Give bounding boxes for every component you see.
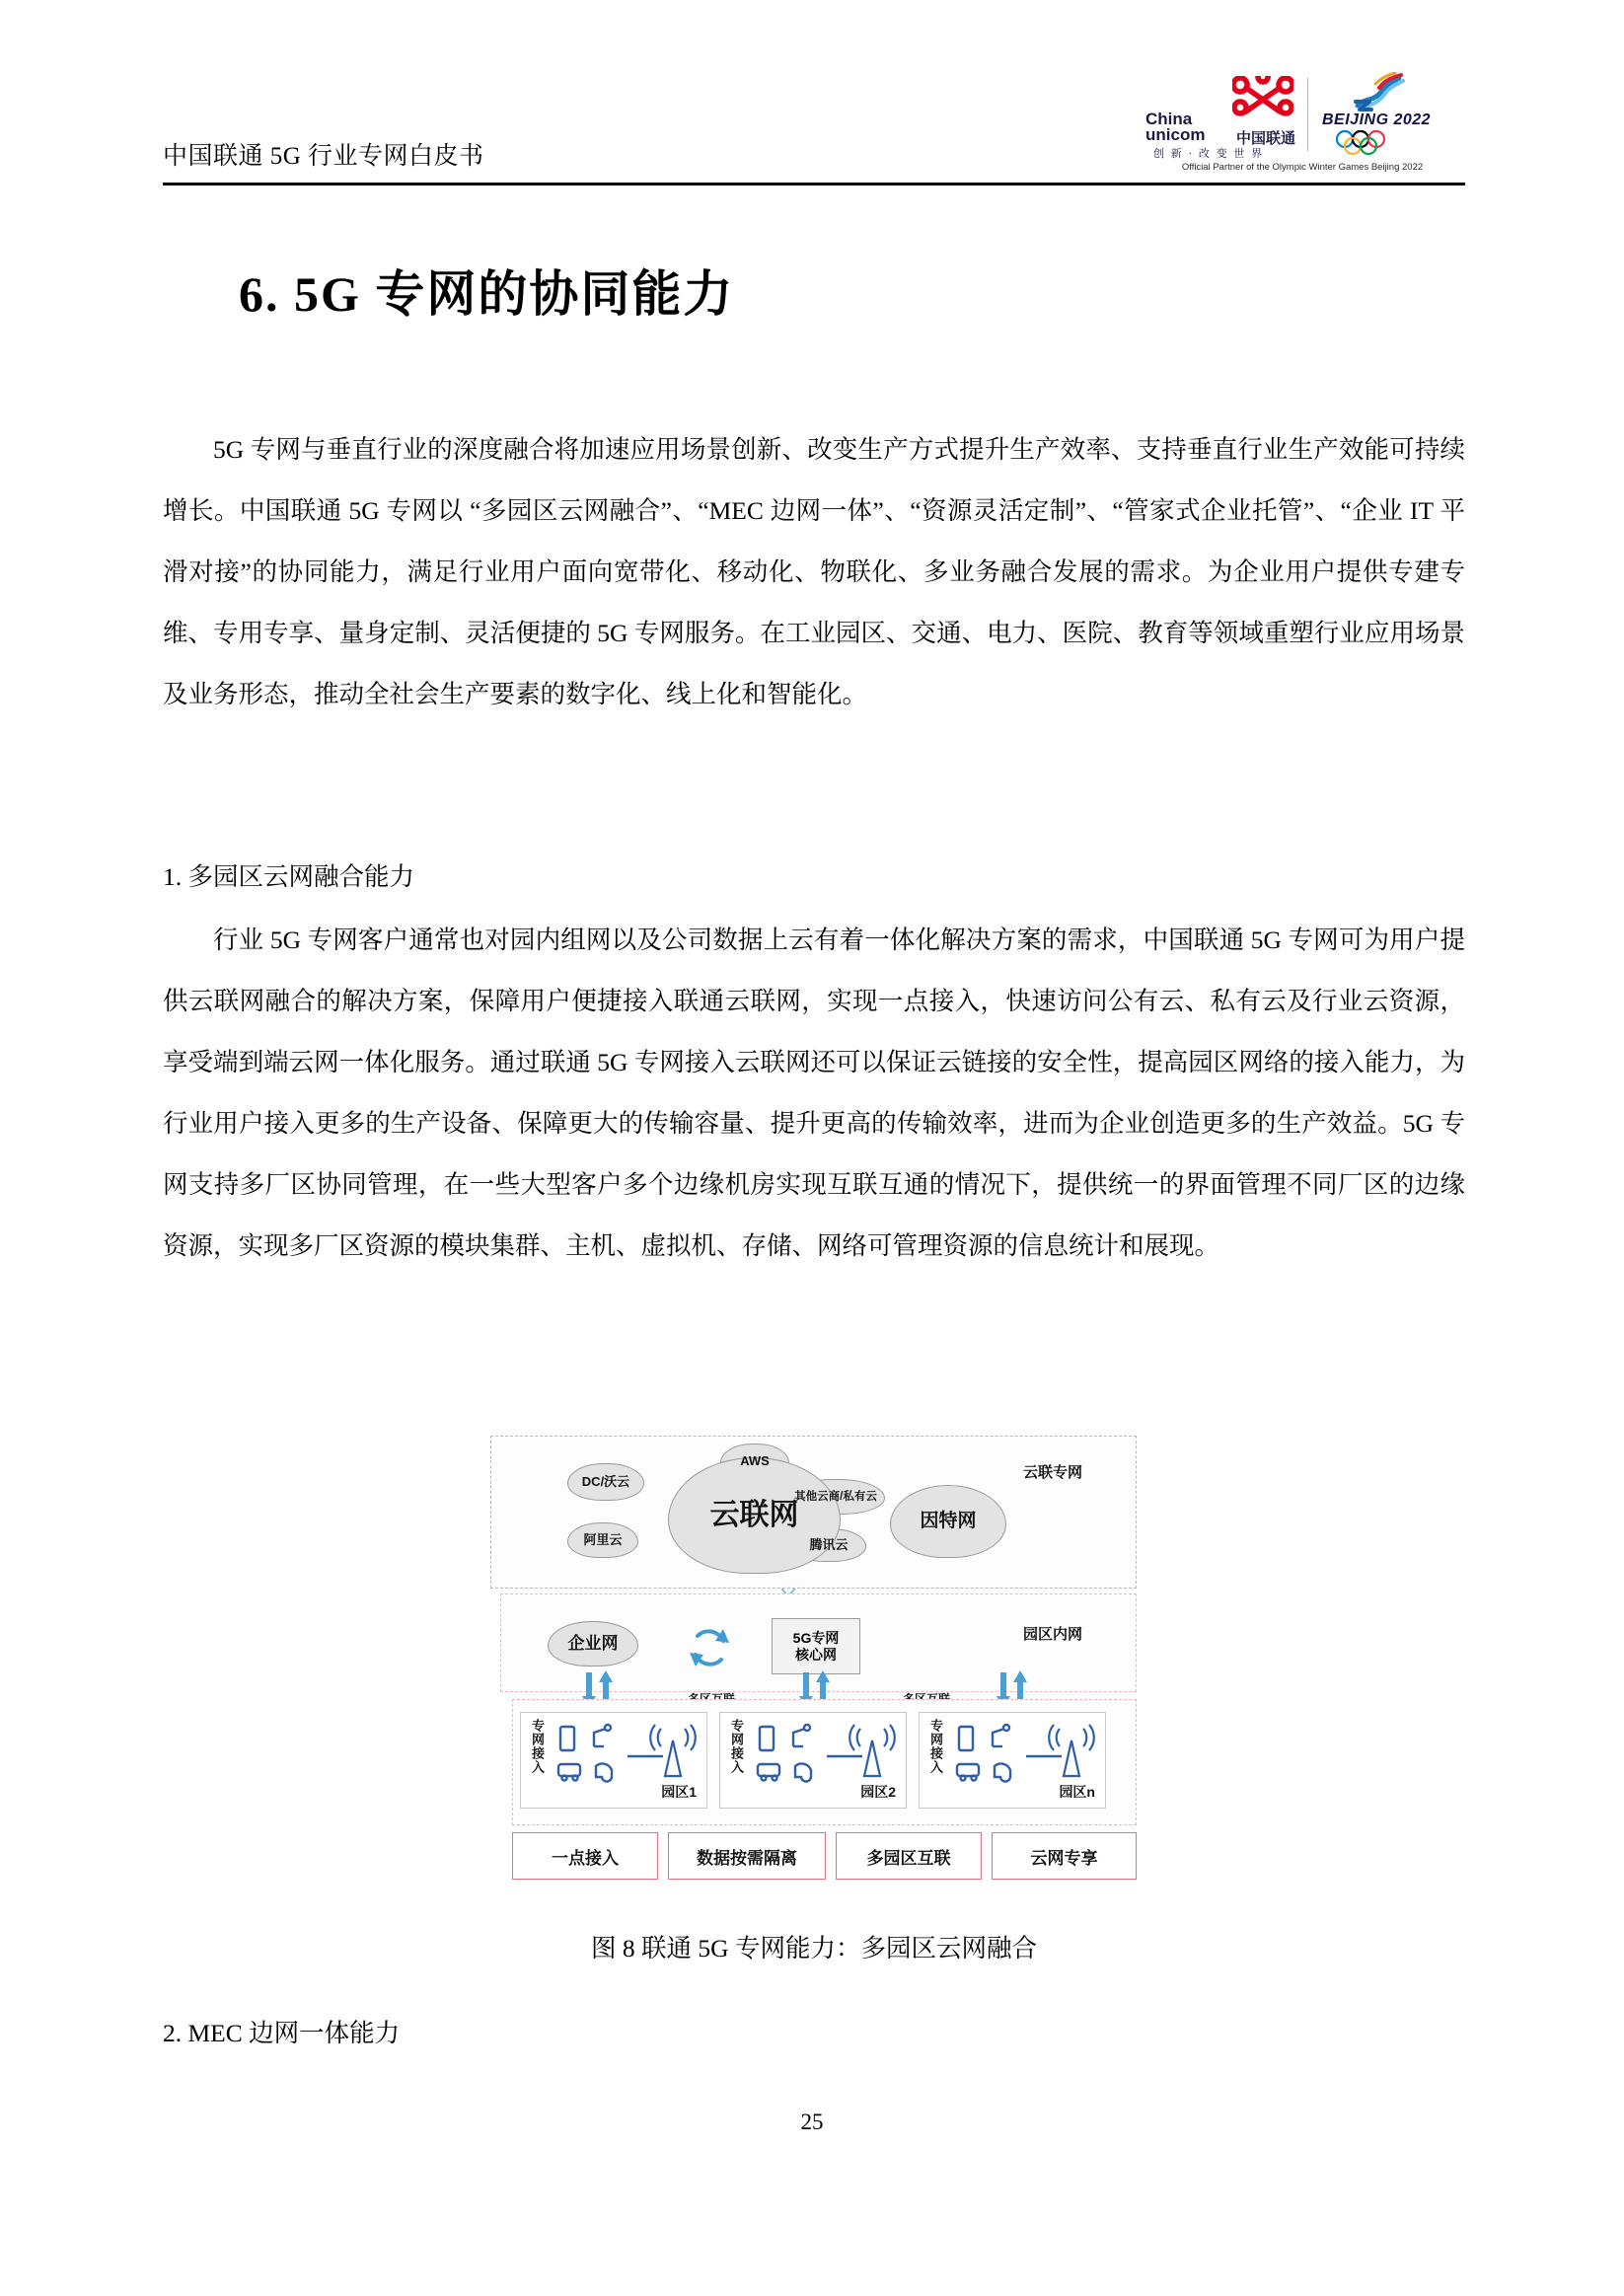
cloud-main-cloudnet <box>668 1457 841 1574</box>
running-title: 中国联通 5G 行业专网白皮书 <box>163 143 484 170</box>
feature-box-2: 数据按需隔离 <box>668 1832 826 1880</box>
access-box-park2-vtext: 专网接入 <box>729 1719 744 1774</box>
cloud-other-private-label: 其他云商/私有云 <box>794 1490 877 1503</box>
cloud-internet-label: 因特网 <box>920 1511 977 1532</box>
cloud-aws-label: AWS <box>740 1453 770 1469</box>
core-box-line2: 核心网 <box>795 1646 837 1663</box>
access-box-parkn <box>919 1712 1106 1809</box>
china-unicom-logo <box>1140 72 1297 160</box>
subsection-1-heading: 1. 多园区云网融合能力 <box>163 862 415 891</box>
page-number: 25 <box>800 2110 824 2134</box>
unicom-en-line1: China <box>1145 110 1193 128</box>
park-label-1: 园区1 <box>661 1784 697 1800</box>
cloud-internet <box>890 1485 1006 1558</box>
cloud-main-label: 云联网 <box>709 1499 799 1532</box>
page-title: 6. 5G 专网的协同能力 <box>239 266 735 322</box>
unicom-english-name <box>1145 111 1205 143</box>
cloud-zone-label: 云联专网 <box>1023 1464 1083 1481</box>
access-box-park2 <box>719 1712 907 1809</box>
figure-caption: 图 8 联通 5G 专网能力：多园区云网融合 <box>591 1934 1037 1963</box>
cloud-tencent-label: 腾讯云 <box>809 1537 849 1553</box>
core-box-line1: 5G专网 <box>792 1630 840 1647</box>
cloud-dc-woyun-label: DC/沃云 <box>581 1474 630 1490</box>
page-header <box>163 77 1465 185</box>
logo-divider <box>1307 78 1308 151</box>
olympic-partner-caption: Official Partner of the Olympic Winter Games Beijing 2022 <box>1181 162 1424 173</box>
unicom-slogan: 创 新 · 改 变 世 界 <box>1153 148 1265 160</box>
park-label-2: 园区2 <box>860 1784 896 1800</box>
feature-box-row <box>512 1832 1137 1880</box>
5g-core-network-box <box>772 1618 860 1674</box>
olympic-rings-icon <box>1332 129 1409 155</box>
sync-arrows-icon <box>684 1623 735 1672</box>
access-box-parkn-vtext: 专网接入 <box>928 1719 943 1774</box>
beijing-emblem-icon <box>1336 72 1417 111</box>
access-box-park1 <box>520 1712 707 1809</box>
figure-8-diagram <box>490 1436 1137 1885</box>
access-box-park1-vtext: 专网接入 <box>530 1719 545 1774</box>
unicom-en-line2: unicom <box>1145 125 1206 144</box>
cloud-aliyun <box>567 1522 638 1558</box>
park-label-n: 园区n <box>1059 1784 1095 1800</box>
beijing-2022-wordmark: BEIJING 2022 <box>1322 111 1432 128</box>
unicom-knot-icon <box>1232 76 1293 123</box>
partner-logo-block <box>1140 71 1465 187</box>
subsection-1-paragraph: 行业 5G 专网客户通常也对园内组网以及公司数据上云有着一体化解决方案的需求，中国联通 5G 专网可为用户提供云联网融合的解决方案，保障用户便捷接入联通云联网，实现一点接入，快速访问公有云、私有云及行业云资源，享受端到端云网一体化服务。通过联通 5G 专网接入云联网还可以保证云链接的安全性，提高园区网络的接入能力，为行业用户接入更多的生产设备、保障更大的传输容量、提升更高的传输效率，进而为企业创造更多的生产效益。5G 专网支持多厂区协同管理，在一些大型客户多个边缘机房实现互联互通的情况下，提供统一的界面管理不同厂区的边缘资源，实现多厂区资源的模块集群、主机、虚拟机、存储、网络可管理资源的信息统计和展现。 <box>163 926 1465 1260</box>
cloud-enterprise-network <box>548 1621 638 1666</box>
feature-box-3: 多园区互联 <box>836 1832 982 1880</box>
cloud-enterprise-label: 企业网 <box>567 1634 619 1654</box>
intro-paragraph-block <box>163 419 1465 725</box>
cloud-aliyun-label: 阿里云 <box>583 1532 623 1548</box>
campus-zone-label: 园区内网 <box>1023 1626 1083 1643</box>
cloud-dc-woyun <box>567 1463 644 1501</box>
subsection-1-paragraph-block <box>163 910 1465 1277</box>
unicom-chinese-name: 中国联通 <box>1236 130 1296 147</box>
subsection-2-heading: 2. MEC 边网一体能力 <box>163 2019 401 2047</box>
feature-box-1: 一点接入 <box>512 1832 658 1880</box>
feature-box-4: 云网专享 <box>992 1832 1137 1880</box>
intro-paragraph: 5G 专网与垂直行业的深度融合将加速应用场景创新、改变生产方式提升生产效率、支持垂直行业生产效能可持续增长。中国联通 5G 专网以 “多园区云网融合”、“MEC 边网一体”、“资源灵活定制”、“管家式企业托管”、“企业 IT 平滑对接”的协同能力，满足行业用户面向宽带化、移动化、物联化、多业务融合发展的需求。为企业用户提供专建专维、专用专享、量身定制、灵活便捷的 5G 专网服务。在工业园区、交通、电力、医院、教育等领域重塑行业应用场景及业务形态，推动全社会生产要素的数字化、线上化和智能化。 <box>163 435 1465 708</box>
beijing-2022-logo <box>1318 72 1464 157</box>
